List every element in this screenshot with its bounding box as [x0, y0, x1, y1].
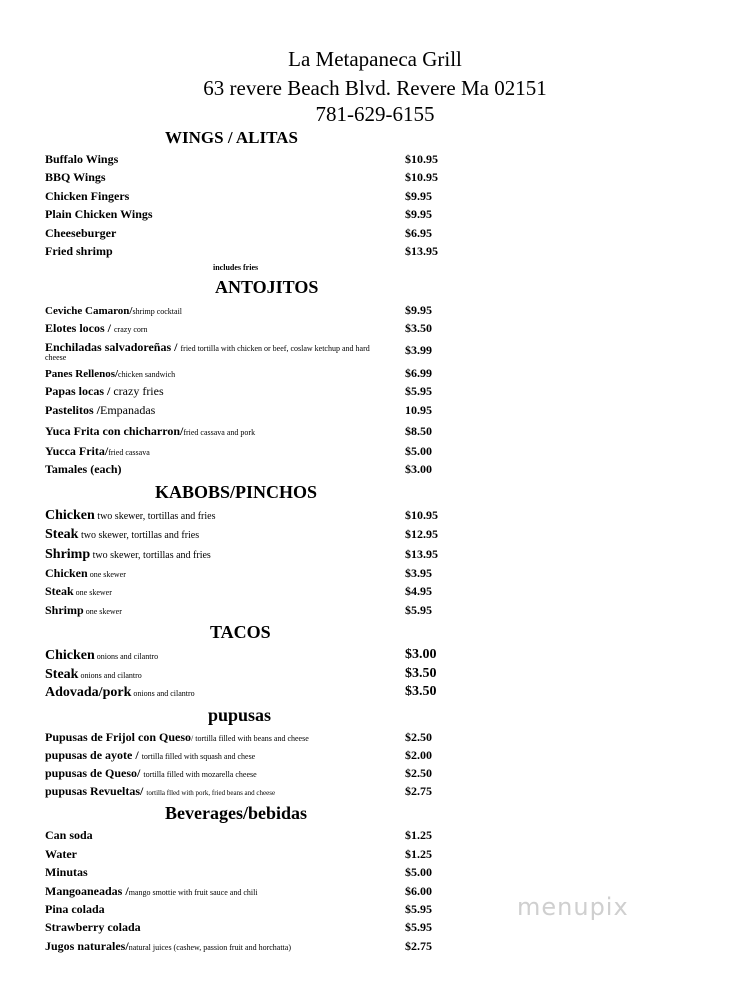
menu-item: BBQ Wings	[45, 170, 106, 184]
menu-item-price: $9.95	[405, 189, 432, 203]
menu-item-price: $13.95	[405, 547, 438, 561]
menu-item: Steak onions and cilantro	[45, 667, 142, 682]
menu-item: Pastelitos /Empanadas	[45, 403, 156, 417]
menu-item: Buffalo Wings	[45, 152, 119, 166]
menu-item-price: $2.75	[405, 784, 432, 798]
menu-item: Chicken onions and cilantro	[45, 648, 159, 663]
menu-item: Yucca Frita/fried cassava	[45, 444, 150, 458]
section-title-pupusas: pupusas	[208, 705, 272, 725]
menu-item-price: 10.95	[405, 403, 432, 417]
menu-item-price: $5.95	[405, 902, 432, 916]
menu-item: Panes Rellenos/chicken sandwich	[45, 368, 176, 380]
menu-item: Water	[45, 847, 77, 861]
menu-item: Chicken one skewer	[45, 566, 126, 580]
menu-item-price: $5.95	[405, 384, 432, 398]
menu-item-price: $3.50	[405, 684, 437, 699]
menu-item: Minutas	[45, 865, 88, 879]
menu-item-price: $5.95	[405, 603, 432, 617]
menu-item-price: $3.00	[405, 462, 432, 476]
menu-item-price: $3.50	[405, 666, 437, 681]
menu-item-price: $2.50	[405, 766, 432, 780]
menu-item-desc-cont: cheese	[45, 353, 67, 362]
menu-item: Shrimp one skewer	[45, 603, 122, 617]
menu-item: Pupusas de Frijol con Queso/ tortilla filled with beans and cheese	[45, 730, 309, 744]
menu-item-price: $5.00	[405, 865, 432, 879]
section-title-antojitos: ANTOJITOS	[215, 277, 319, 297]
restaurant-address: 63 revere Beach Blvd. Revere Ma 02151	[203, 76, 547, 100]
menu-item-price: $3.95	[405, 566, 432, 580]
section-title-wings: WINGS / ALITAS	[165, 128, 298, 147]
menu-item: Mangoaneadas /mango smottie with fruit sauce and chili	[45, 884, 258, 898]
menu-item-price: $8.50	[405, 424, 432, 438]
menu-item-price: $2.75	[405, 939, 432, 953]
menu-item: Chicken two skewer, tortillas and fries	[45, 508, 216, 523]
menu-item: Yuca Frita con chicharron/fried cassava and pork	[45, 424, 256, 438]
menu-item-price: $10.95	[405, 152, 438, 166]
menu-item: Pina colada	[45, 902, 105, 916]
menu-item: Can soda	[45, 828, 93, 842]
menu-item: pupusas Revueltas/ tortilla flled with pork, fried beans and cheese	[45, 784, 276, 798]
menu-item-price: $13.95	[405, 244, 438, 258]
menu-item: Strawberry colada	[45, 920, 141, 934]
menu-item-price: $9.95	[405, 207, 432, 221]
restaurant-phone: 781-629-6155	[315, 102, 435, 126]
menu-item-price: $3.99	[405, 343, 432, 357]
menu-item-price: $2.00	[405, 748, 432, 762]
section-title-kabobs: KABOBS/PINCHOS	[155, 482, 318, 502]
menu-item-price: $5.00	[405, 444, 432, 458]
menu-item-price: $6.00	[405, 884, 432, 898]
menu-item: Tamales (each)	[45, 462, 122, 476]
menu-item: Plain Chicken Wings	[45, 207, 153, 221]
menu-item: Enchiladas salvadoreñas / fried tortilla with chicken or beef, coslaw ketchup and hard	[45, 340, 370, 354]
menu-item: Adovada/pork onions and cilantro	[45, 685, 195, 700]
menu-item: pupusas de Queso/ tortilla filled with mozarella cheese	[45, 766, 257, 780]
menu-item-price: $3.50	[405, 321, 432, 335]
menu-item-price: $1.25	[405, 828, 432, 842]
menu-item: Chicken Fingers	[45, 189, 130, 203]
menu-item: Elotes locos / crazy corn	[45, 321, 148, 335]
menu-item: Jugos naturales/natural juices (cashew, passion fruit and horchatta)	[45, 939, 291, 953]
menu-item: Shrimp two skewer, tortillas and fries	[45, 547, 211, 562]
menu-item-price: $1.25	[405, 847, 432, 861]
menu-item-price: $2.50	[405, 730, 432, 744]
menu-item: Papas locas / crazy fries	[45, 384, 164, 398]
menu-item-price: $4.95	[405, 584, 432, 598]
menupix-watermark: menupix	[517, 893, 629, 921]
menu-item: pupusas de ayote / tortilla filled with squash and chese	[45, 748, 256, 762]
menu-item-price: $10.95	[405, 170, 438, 184]
menu-item-price: $10.95	[405, 508, 438, 522]
menu-item-price: $12.95	[405, 527, 438, 541]
wings-note: includes fries	[213, 263, 259, 272]
menu-item-price: $5.95	[405, 920, 432, 934]
menu-item: Steak two skewer, tortillas and fries	[45, 527, 200, 542]
menu-item: Fried shrimp	[45, 244, 113, 258]
menu-item-price: $6.99	[405, 366, 432, 380]
restaurant-name: La Metapaneca Grill	[288, 47, 462, 71]
menu-item-price: $9.95	[405, 303, 432, 317]
menu-item-price: $3.00	[405, 647, 437, 662]
menu-item-price: $6.95	[405, 226, 432, 240]
menu-item: Ceviche Camaron/shrimp cocktail	[45, 305, 183, 317]
section-title-beverages: Beverages/bebidas	[165, 803, 307, 823]
section-title-tacos: TACOS	[210, 622, 271, 642]
menu-item: Cheeseburger	[45, 226, 117, 240]
menu-item: Steak one skewer	[45, 584, 112, 598]
